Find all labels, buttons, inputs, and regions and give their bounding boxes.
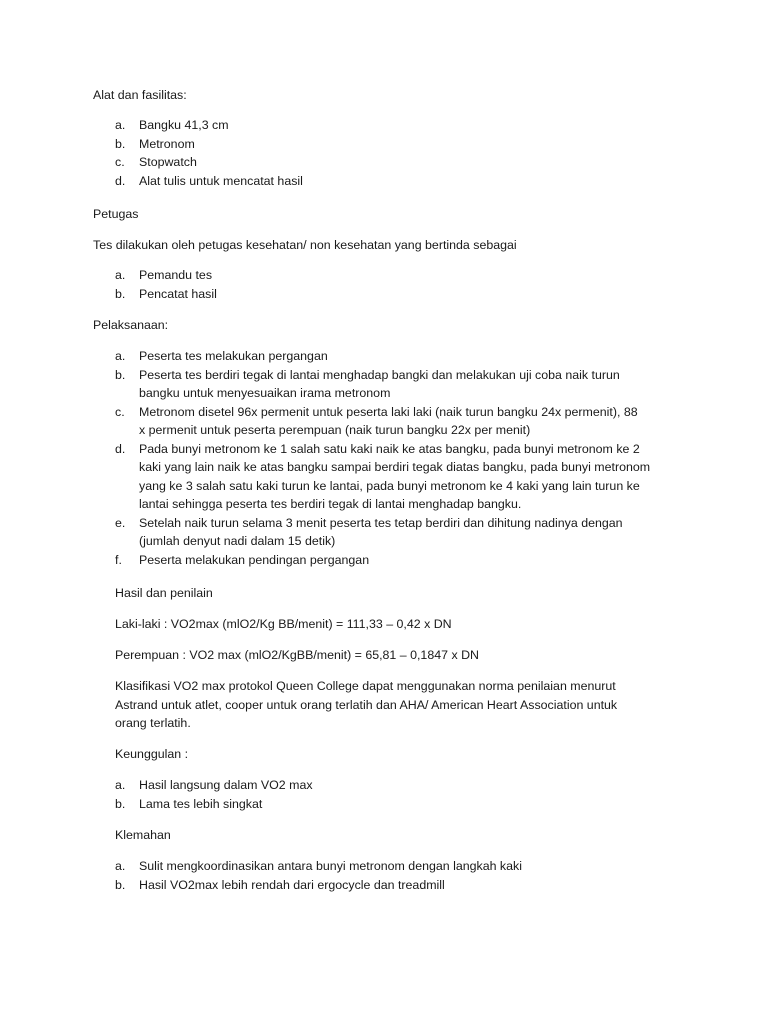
list-item-line: yang ke 3 salah satu kaki turun ke lantai, pada bunyi metronom ke 4 kaki yang lain turun ke	[139, 478, 640, 493]
list-item	[115, 366, 675, 403]
list-item	[115, 551, 675, 570]
paragraph-line: orang terlatih.	[115, 716, 191, 730]
list-marker: d.	[115, 173, 126, 188]
list-marker: b.	[115, 136, 126, 151]
list-marker: b.	[115, 877, 126, 892]
list-marker: f.	[115, 552, 122, 567]
list-item-line: lantai sehingga peserta tes berdiri tegak di lantai menghadap bangku.	[139, 497, 522, 511]
list-pelaksanaan	[115, 347, 675, 569]
list-marker: a.	[115, 268, 126, 282]
list-marker: a.	[115, 349, 126, 363]
list-item-line: Peserta tes melakukan pergangan	[139, 349, 328, 363]
list-keunggulan	[115, 776, 675, 813]
heading-klemahan: Klemahan	[115, 828, 171, 842]
list-item-text: Sulit mengkoordinasikan antara bunyi metronom dengan langkah kaki	[139, 859, 522, 873]
list-item-line: Peserta tes berdiri tegak di lantai menghadap bangki dan melakukan uji coba naik turun	[139, 367, 620, 382]
list-item-line: bangku untuk menyesuaikan irama metronom	[139, 386, 391, 400]
heading-hasil: Hasil dan penilain	[115, 586, 213, 600]
heading-keunggulan: Keunggulan :	[115, 747, 189, 761]
list-item	[115, 266, 675, 285]
list-item	[115, 776, 675, 795]
list-item-text: Bangku 41,3 cm	[139, 118, 229, 132]
list-marker: a.	[115, 859, 126, 873]
klasifikasi-paragraph	[115, 677, 617, 733]
list-item-line: (jumlah denyut nadi dalam 15 detik)	[139, 534, 336, 548]
list-item	[115, 153, 675, 172]
list-item-line: Pada bunyi metronom ke 1 salah satu kaki naik ke atas bangku, pada bunyi metronom ke 2	[139, 441, 640, 456]
list-marker: b.	[115, 286, 126, 301]
list-item-line: Setelah naik turun selama 3 menit peserta tes tetap berdiri dan dihitung nadinya dengan	[139, 515, 623, 530]
list-marker: a.	[115, 118, 126, 132]
list-marker: c.	[115, 155, 125, 169]
heading-petugas: Petugas	[93, 207, 139, 221]
list-item-text: Pemandu tes	[139, 268, 213, 282]
list-marker: c.	[115, 404, 125, 419]
list-item-line: x permenit untuk peserta perempuan (naik turun bangku 22x per menit)	[139, 423, 531, 437]
list-marker: d.	[115, 441, 126, 456]
list-item-line: kaki yang lain naik ke atas bangku sampai berdiri tegak diatas bangku, pada bunyi metronom	[139, 460, 651, 474]
list-item-line: Peserta melakukan pendingan pergangan	[139, 552, 370, 567]
list-item	[115, 440, 675, 514]
list-alat	[115, 116, 675, 190]
formula-perempuan: Perempuan : VO2 max (mlO2/KgBB/menit) = 65,81 – 0,1847 x DN	[115, 648, 479, 662]
heading-pelaksanaan: Pelaksanaan:	[93, 318, 169, 332]
list-item	[115, 347, 675, 366]
list-item-text: Stopwatch	[139, 155, 197, 169]
petugas-intro: Tes dilakukan oleh petugas kesehatan/ non kesehatan yang bertinda sebagai	[93, 238, 517, 252]
list-petugas	[115, 266, 675, 303]
list-item-text: Lama tes lebih singkat	[139, 796, 263, 811]
list-item	[115, 116, 675, 135]
list-item	[115, 795, 675, 814]
list-item	[115, 514, 675, 551]
list-item	[115, 172, 675, 191]
formula-laki: Laki-laki : VO2max (mlO2/Kg BB/menit) = 111,33 – 0,42 x DN	[115, 617, 452, 631]
list-item	[115, 876, 675, 895]
list-marker: b.	[115, 796, 126, 811]
list-item-text: Metronom	[139, 136, 195, 151]
list-item-text: Hasil langsung dalam VO2 max	[139, 778, 313, 792]
paragraph-line: Klasifikasi VO2 max protokol Queen College dapat menggunakan norma penilaian menurut	[115, 679, 616, 693]
heading-alat: Alat dan fasilitas:	[93, 88, 187, 102]
list-item-text: Pencatat hasil	[139, 286, 217, 301]
list-item	[115, 135, 675, 154]
list-item	[115, 857, 675, 876]
list-marker: b.	[115, 367, 126, 382]
list-item-text: Hasil VO2max lebih rendah dari ergocycle dan treadmill	[139, 877, 445, 892]
list-marker: e.	[115, 515, 126, 530]
list-item	[115, 403, 675, 440]
list-item-text: Alat tulis untuk mencatat hasil	[139, 173, 303, 188]
list-marker: a.	[115, 778, 126, 792]
list-klemahan	[115, 857, 675, 894]
list-item	[115, 285, 675, 304]
paragraph-line: Astrand untuk atlet, cooper untuk orang terlatih dan AHA/ American Heart Association untuk	[115, 697, 618, 712]
list-item-line: Metronom disetel 96x permenit untuk peserta laki laki (naik turun bangku 24x permenit), 88	[139, 404, 638, 419]
